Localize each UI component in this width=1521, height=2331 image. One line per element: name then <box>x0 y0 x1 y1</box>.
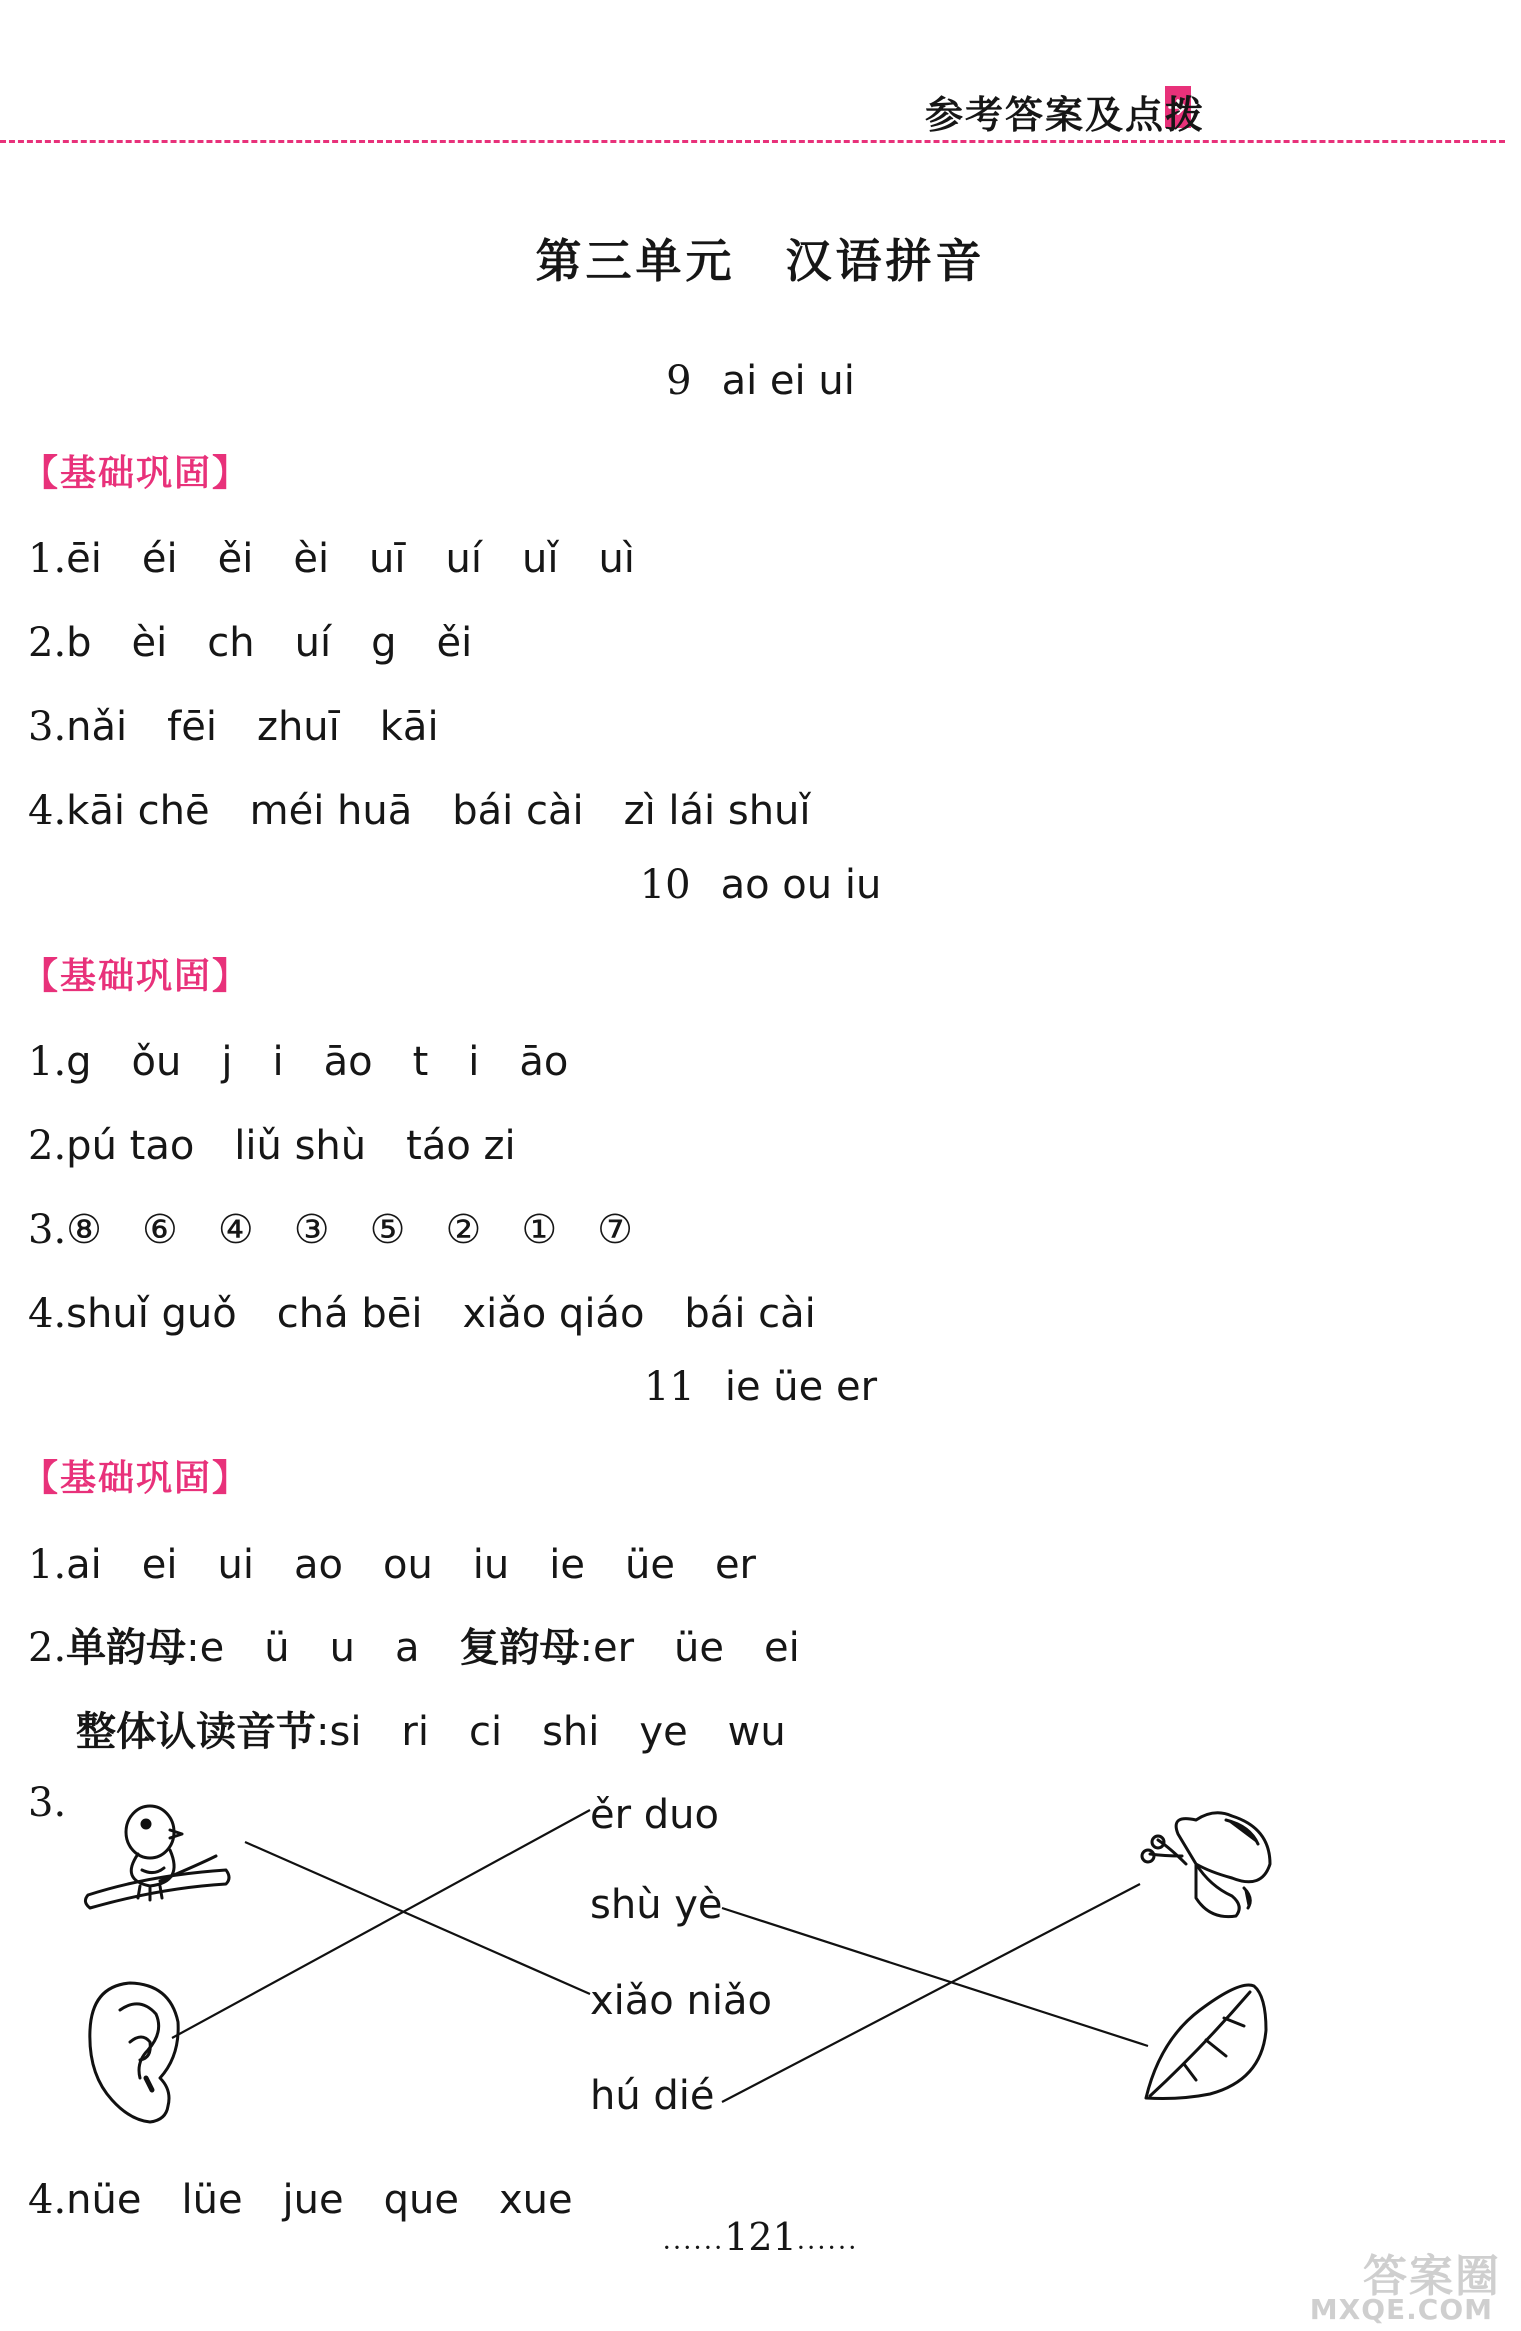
lesson-number: 11 <box>643 1364 695 1410</box>
header-title: 参考答案及点拨 <box>925 93 1206 137</box>
lesson-number: 10 <box>639 862 691 908</box>
answer-line: 2.b èi ch uí g ěi <box>28 620 473 666</box>
lesson-title <box>0 1364 1521 1410</box>
answer-line: 1.ēi éi ěi èi uī uí uǐ uì <box>28 536 635 582</box>
butterfly-icon <box>1142 1813 1270 1917</box>
section-heading: 【基础巩固】 <box>22 1458 251 1499</box>
answer-line: 4.kāi chē méi huā bái cài zì lái shuǐ <box>28 788 811 834</box>
lesson-name: ai ei ui <box>721 358 855 404</box>
lesson-title <box>0 862 1521 908</box>
answer-line: 2.单韵母:e ü u a 复韵母:er üe ei <box>28 1624 800 1671</box>
bird-icon <box>85 1806 229 1908</box>
question-number: 3. <box>28 1780 67 1826</box>
match-word: ěr duo <box>590 1792 719 1838</box>
matching-diagram <box>0 1760 1521 2180</box>
answer-line: 3.nǎi fēi zhuī kāi <box>28 704 439 750</box>
ear-icon <box>90 1983 178 2122</box>
match-word: shù yè <box>590 1882 723 1928</box>
watermark-url: MXQE.COM <box>1309 2293 1493 2326</box>
page-number: ......121...... <box>662 2215 859 2259</box>
match-word: xiǎo niǎo <box>590 1978 772 2024</box>
lesson-name: ie üe er <box>724 1364 878 1410</box>
match-line <box>722 1884 1140 2102</box>
lesson-number: 9 <box>666 358 692 404</box>
unit-title: 第三单元 汉语拼音 <box>535 234 986 288</box>
answer-line: 4.shuǐ guǒ chá bēi xiǎo qiáo bái cài <box>28 1291 816 1337</box>
answer-line: 1.g ǒu j i āo t i āo <box>28 1039 569 1085</box>
section-heading: 【基础巩固】 <box>22 956 251 997</box>
answer-line: 3.⑧ ⑥ ④ ③ ⑤ ② ① ⑦ <box>28 1207 634 1253</box>
answer-line: 1.ai ei ui ao ou iu ie üe er <box>28 1542 756 1588</box>
match-line <box>172 1810 590 2038</box>
answer-line: 整体认读音节:si ri ci shi ye wu <box>76 1708 786 1755</box>
section-heading: 【基础巩固】 <box>22 453 251 494</box>
match-word: hú dié <box>590 2073 715 2119</box>
lesson-name: ao ou iu <box>720 862 882 908</box>
header-divider <box>0 140 1505 143</box>
leaf-icon <box>1146 1985 1266 2099</box>
lesson-title <box>0 358 1521 404</box>
watermark-text: 答案圈 <box>1363 2251 1501 2302</box>
answer-line: 4.nüe lüe jue que xue <box>28 2177 573 2223</box>
match-lines <box>172 1810 1148 2102</box>
match-line <box>722 1908 1148 2046</box>
answer-line: 2.pú tao liǔ shù táo zi <box>28 1123 516 1169</box>
